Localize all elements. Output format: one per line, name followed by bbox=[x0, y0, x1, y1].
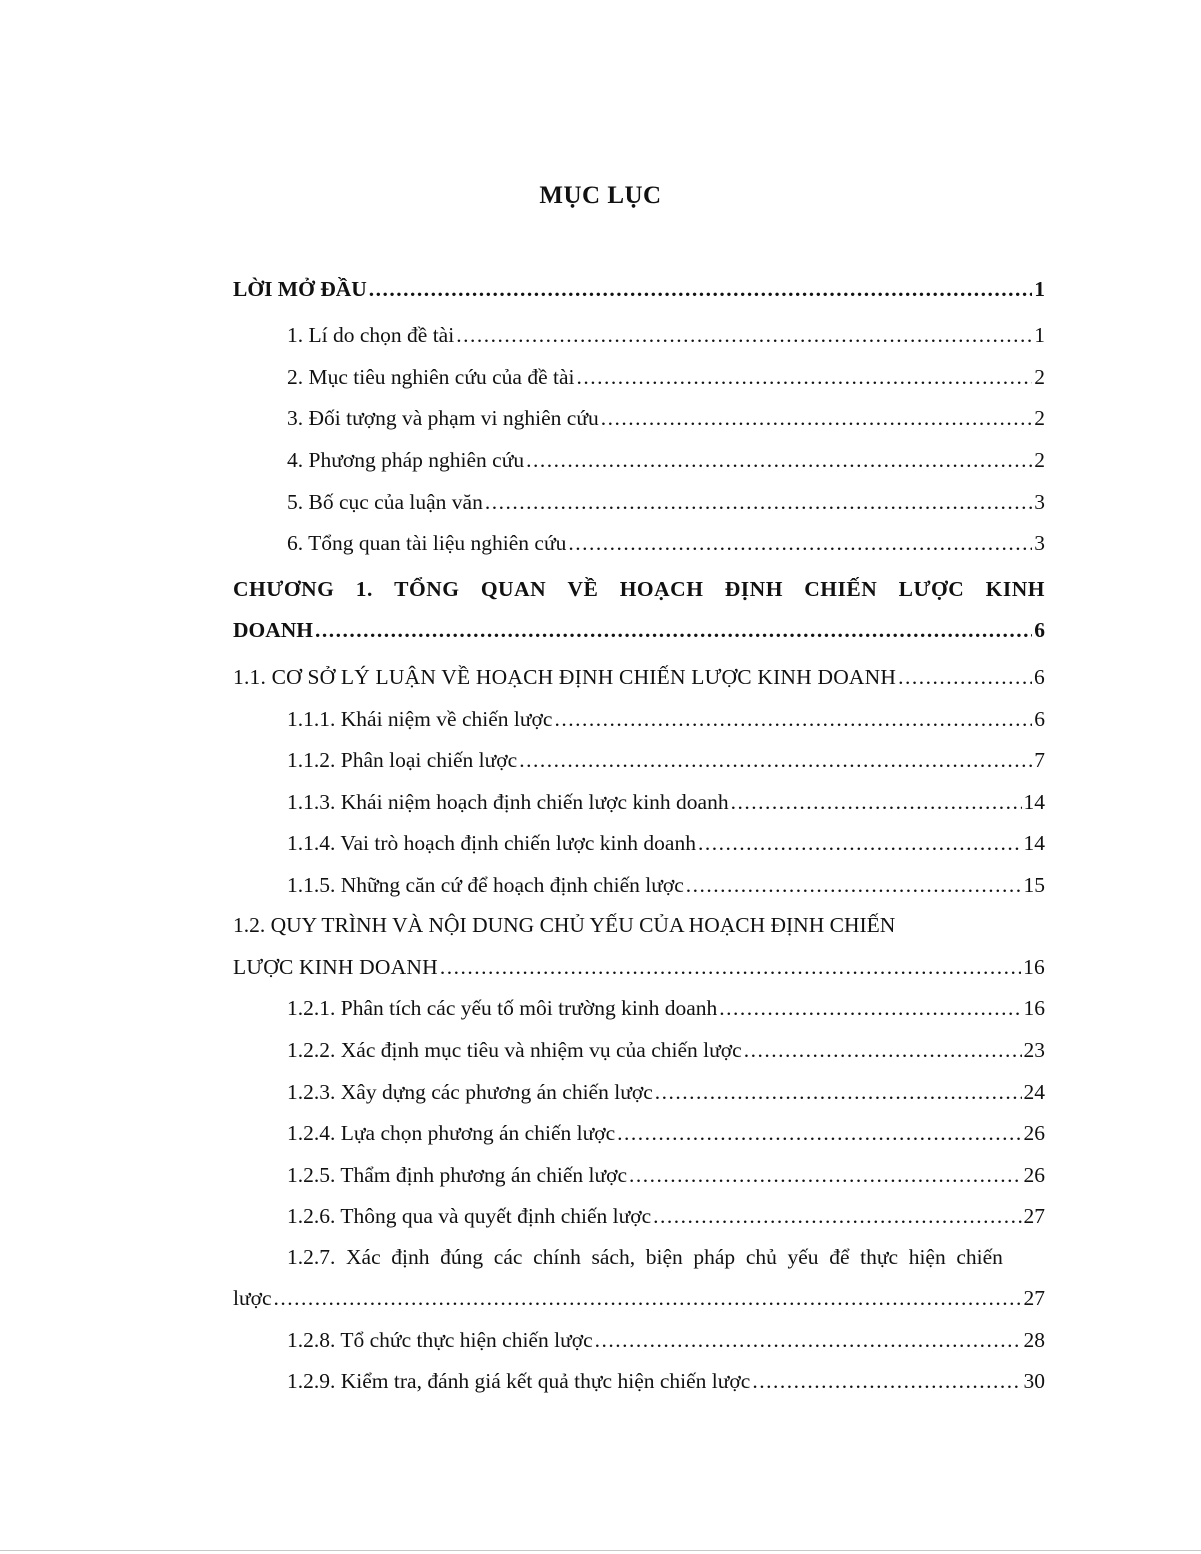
entry-word: các bbox=[493, 1245, 523, 1269]
toc-page-number: 2 bbox=[1034, 448, 1045, 472]
heading-word: TỔNG bbox=[394, 577, 460, 601]
toc-entry-label: 1.1.4. Vai trò hoạch định chiến lược kinh doanh bbox=[287, 831, 696, 855]
dot-leader bbox=[595, 1324, 1022, 1356]
entry-word: định bbox=[391, 1245, 430, 1269]
toc-entry[interactable] bbox=[287, 402, 1045, 434]
toc-entry[interactable] bbox=[287, 744, 1045, 776]
toc-entry-label: 5. Bố cục của luận văn bbox=[287, 490, 483, 514]
dot-leader bbox=[744, 1034, 1022, 1066]
heading-word: KINH bbox=[985, 577, 1045, 601]
toc-entry-label: DOANH bbox=[233, 618, 314, 642]
toc-entry[interactable] bbox=[233, 1282, 1045, 1314]
toc-entry[interactable] bbox=[233, 951, 1045, 983]
toc-page-number: 16 bbox=[1023, 955, 1045, 979]
toc-entry[interactable] bbox=[287, 1159, 1045, 1191]
toc-entry[interactable] bbox=[287, 1365, 1045, 1397]
toc-page-number: 1 bbox=[1034, 277, 1045, 301]
toc-page-number: 15 bbox=[1023, 873, 1045, 897]
toc-entry[interactable] bbox=[233, 273, 1045, 305]
toc-page-number: 6 bbox=[1034, 707, 1045, 731]
toc-entry[interactable] bbox=[233, 661, 1045, 693]
toc-entry[interactable] bbox=[287, 1200, 1045, 1232]
dot-leader bbox=[526, 444, 1032, 476]
toc-entry-label: 1.1.2. Phân loại chiến lược bbox=[287, 748, 518, 772]
toc-entry[interactable] bbox=[287, 703, 1045, 735]
dot-leader bbox=[655, 1076, 1022, 1108]
entry-word: để bbox=[829, 1245, 850, 1269]
toc-page-number: 2 bbox=[1034, 365, 1045, 389]
toc-page-number: 23 bbox=[1023, 1038, 1045, 1062]
toc-entry-label: LƯỢC KINH DOANH bbox=[233, 955, 438, 979]
dot-leader bbox=[456, 319, 1032, 351]
toc-page-number: 28 bbox=[1023, 1328, 1045, 1352]
dot-leader bbox=[554, 703, 1032, 735]
toc-entry-label: 1.1.3. Khái niệm hoạch định chiến lược kinh doanh bbox=[287, 790, 729, 814]
entry-word: chủ bbox=[745, 1245, 777, 1269]
entry-word: biện bbox=[645, 1245, 683, 1269]
toc-entry[interactable] bbox=[287, 1117, 1045, 1149]
page-bottom-edge bbox=[0, 1550, 1201, 1551]
toc-entry[interactable] bbox=[287, 869, 1045, 901]
dot-leader bbox=[315, 614, 1032, 646]
heading-word: CHIẾN bbox=[804, 577, 878, 601]
toc-page-number: 2 bbox=[1034, 406, 1045, 430]
entry-word: Xác bbox=[346, 1245, 381, 1269]
toc-page-number: 26 bbox=[1023, 1163, 1045, 1187]
entry-word: sách, bbox=[591, 1245, 636, 1269]
dot-leader bbox=[719, 992, 1021, 1024]
toc-entry-label: 3. Đối tượng và phạm vi nghiên cứu bbox=[287, 406, 599, 430]
toc-entry[interactable] bbox=[287, 486, 1045, 518]
toc-page-number: 3 bbox=[1034, 531, 1045, 555]
toc-entry[interactable] bbox=[287, 444, 1045, 476]
toc-page-number: 27 bbox=[1023, 1286, 1045, 1310]
toc-entry[interactable] bbox=[233, 614, 1045, 646]
toc-page-number: 7 bbox=[1034, 748, 1045, 772]
heading-word: HOẠCH bbox=[619, 577, 704, 601]
heading-word: CHƯƠNG bbox=[233, 577, 335, 601]
dot-leader bbox=[752, 1365, 1021, 1397]
toc-entry-label: 4. Phương pháp nghiên cứu bbox=[287, 448, 525, 472]
dot-leader bbox=[369, 273, 1032, 305]
entry-word: yếu bbox=[787, 1245, 819, 1269]
toc-entry[interactable] bbox=[287, 319, 1045, 351]
toc-page-number: 14 bbox=[1023, 831, 1045, 855]
toc-entry[interactable] bbox=[287, 786, 1045, 818]
toc-page-number: 1 bbox=[1034, 323, 1045, 347]
toc-entry-label: 1.2.6. Thông qua và quyết định chiến lược bbox=[287, 1204, 652, 1228]
toc-page-number: 3 bbox=[1034, 490, 1045, 514]
entry-word: đúng bbox=[440, 1245, 484, 1269]
dot-leader bbox=[440, 951, 1021, 983]
toc-entry-label: 1.2.3. Xây dựng các phương án chiến lược bbox=[287, 1080, 653, 1104]
dot-leader bbox=[653, 1200, 1021, 1232]
toc-entry[interactable] bbox=[287, 992, 1045, 1024]
dot-leader bbox=[629, 1159, 1021, 1191]
toc-entry-label: 1.1. CƠ SỞ LÝ LUẬN VỀ HOẠCH ĐỊNH CHIẾN LƯỢC KINH DOANH bbox=[233, 665, 897, 689]
entry-word: chính bbox=[533, 1245, 581, 1269]
toc-entry[interactable] bbox=[287, 827, 1045, 859]
dot-leader bbox=[698, 827, 1022, 859]
toc-entry-label: 6. Tổng quan tài liệu nghiên cứu bbox=[287, 531, 567, 555]
entry-word: chiến bbox=[956, 1245, 1003, 1269]
entry-word: hiện bbox=[908, 1245, 946, 1269]
toc-entry-label: 1.1.5. Những căn cứ để hoạch định chiến lược bbox=[287, 873, 684, 897]
toc-page-number: 14 bbox=[1023, 790, 1045, 814]
toc-entry-label: 1. Lí do chọn đề tài bbox=[287, 323, 455, 347]
toc-entry-label: 2. Mục tiêu nghiên cứu của đề tài bbox=[287, 365, 575, 389]
toc-entry[interactable] bbox=[287, 527, 1045, 559]
dot-leader bbox=[485, 486, 1032, 518]
toc-page-number: 27 bbox=[1023, 1204, 1045, 1228]
heading-word: ĐỊNH bbox=[724, 577, 783, 601]
toc-entry-label: 1.1.1. Khái niệm về chiến lược bbox=[287, 707, 553, 731]
toc-chapter-heading-line[interactable] bbox=[233, 573, 1045, 605]
toc-page-number: 6 bbox=[1034, 665, 1045, 689]
toc-entry-label: 1.2.2. Xác định mục tiêu và nhiệm vụ của chiến lược bbox=[287, 1038, 742, 1062]
toc-page-number: 24 bbox=[1023, 1080, 1045, 1104]
toc-entry-line[interactable] bbox=[287, 1241, 1003, 1273]
heading-word: VỀ bbox=[567, 577, 599, 601]
toc-entry-label: 1.2.8. Tổ chức thực hiện chiến lược bbox=[287, 1328, 593, 1352]
toc-page-number: 30 bbox=[1023, 1369, 1045, 1393]
entry-word: 1.2.7. bbox=[287, 1245, 336, 1269]
toc-entry[interactable] bbox=[287, 1034, 1045, 1066]
dot-leader bbox=[601, 402, 1033, 434]
toc-entry[interactable] bbox=[287, 361, 1045, 393]
toc-entry[interactable] bbox=[287, 1324, 1045, 1356]
heading-word: 1. bbox=[355, 577, 373, 601]
dot-leader bbox=[576, 361, 1032, 393]
dot-leader bbox=[898, 661, 1032, 693]
toc-page-number: 26 bbox=[1023, 1121, 1045, 1145]
heading-word: LƯỢC bbox=[898, 577, 965, 601]
dot-leader bbox=[617, 1117, 1021, 1149]
entry-word: thực bbox=[860, 1245, 899, 1269]
toc-page-number: 16 bbox=[1023, 996, 1045, 1020]
dot-leader bbox=[274, 1282, 1022, 1314]
dot-leader bbox=[519, 744, 1032, 776]
toc-section-heading-line[interactable]: 1.2. QUY TRÌNH VÀ NỘI DUNG CHỦ YẾU CỦA HOẠCH ĐỊNH CHIẾN bbox=[233, 913, 896, 937]
heading-word: QUAN bbox=[480, 577, 547, 601]
toc-page-number: 6 bbox=[1034, 618, 1045, 642]
dot-leader bbox=[568, 527, 1032, 559]
entry-word: pháp bbox=[693, 1245, 736, 1269]
toc-entry-label: 1.2.1. Phân tích các yếu tố môi trường kinh doanh bbox=[287, 996, 718, 1020]
toc-entry-label: 1.2.9. Kiểm tra, đánh giá kết quả thực hiện chiến lược bbox=[287, 1369, 751, 1393]
toc-entry-label: 1.2.5. Thẩm định phương án chiến lược bbox=[287, 1163, 628, 1187]
toc-entry-label: lược bbox=[233, 1286, 272, 1310]
toc-entry-label: LỜI MỞ ĐẦU bbox=[233, 277, 367, 301]
page-title: MỤC LỤC bbox=[539, 182, 662, 209]
dot-leader bbox=[686, 869, 1022, 901]
toc-entry-label: 1.2.4. Lựa chọn phương án chiến lược bbox=[287, 1121, 616, 1145]
dot-leader bbox=[731, 786, 1022, 818]
toc-entry[interactable] bbox=[287, 1076, 1045, 1108]
